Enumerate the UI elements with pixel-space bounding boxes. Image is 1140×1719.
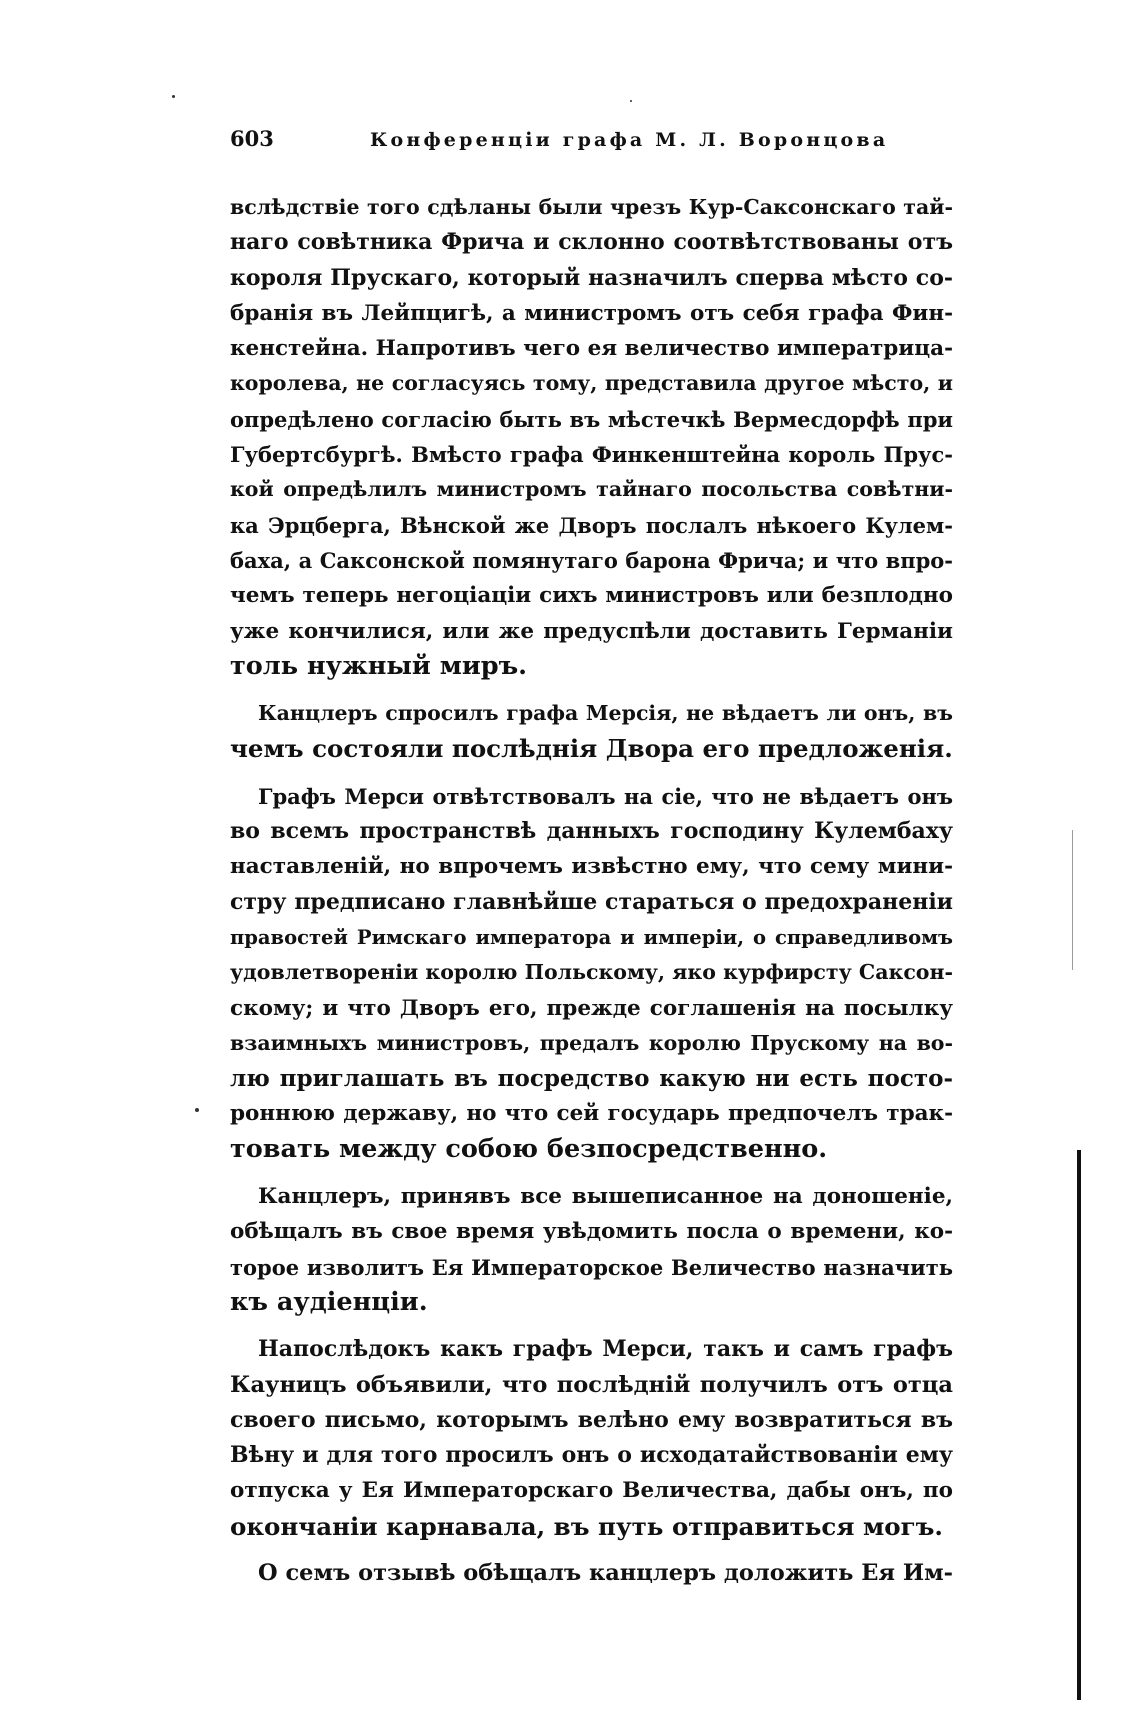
text-line: королева, не согласуясь тому, представила другое мѣсто, и bbox=[230, 371, 953, 396]
paragraph bbox=[230, 696, 953, 767]
text-line: торое изволитъ Ея Императорское Величество назначить bbox=[230, 1254, 953, 1280]
text-line: ка Эрцберга, Вѣнской же Дворъ послалъ нѣкоего Кулем- bbox=[230, 512, 953, 538]
text-line: Напослѣдокъ какъ графъ Мерси, такъ и самъ графъ bbox=[258, 1336, 953, 1363]
text-line: вслѣдствіе того сдѣланы были чрезъ Кур-Саксонскаго тай- bbox=[230, 195, 953, 219]
text-line: Канцлеръ спросилъ графа Мерсія, не вѣдаетъ ли онъ, въ bbox=[258, 701, 953, 726]
text-line: О семъ отзывѣ обѣщалъ канцлеръ доложить Ея Им- bbox=[258, 1559, 953, 1586]
text-line: во всемъ пространствѣ данныхъ господину Кулембаху bbox=[230, 818, 953, 845]
text-line: роннюю державу, но что сей государь предпочелъ трак- bbox=[230, 1101, 953, 1127]
text-line: правостей Римскаго императора и имперіи, о справедливомъ bbox=[230, 925, 953, 949]
text-line: наго совѣтника Фрича и склонно соотвѣтствованы отъ bbox=[230, 229, 953, 256]
paragraph bbox=[230, 779, 953, 1167]
scan-speck bbox=[630, 100, 632, 102]
text-line: кенстейна. Напротивъ чего ея величество императрица- bbox=[230, 336, 953, 362]
text-line: опредѣлено согласію быть въ мѣстечкѣ Вермесдорфѣ при bbox=[230, 406, 953, 432]
text-line: лю приглашать въ посредство какую ни есть посто- bbox=[230, 1065, 953, 1093]
text-line: отпуска у Ея Императорскаго Величества, дабы онъ, по bbox=[230, 1478, 953, 1504]
binding-edge-shadow bbox=[1077, 1150, 1081, 1700]
text-line: своего письмо, которымъ велѣно ему возвратиться въ bbox=[230, 1406, 953, 1433]
text-line: обѣщалъ въ свое время увѣдомить посла о времени, ко- bbox=[230, 1219, 953, 1245]
text-line: уже кончилися, или же предуспѣли доставить Германіи bbox=[230, 618, 953, 644]
paragraph bbox=[230, 1179, 953, 1320]
text-line: чемъ теперь негоціаціи сихъ министровъ или безплодно bbox=[230, 583, 953, 609]
paragraph bbox=[230, 1556, 953, 1591]
page-number: 603 bbox=[230, 126, 274, 151]
text-line: взаимныхъ министровъ, предалъ королю Прускому на во- bbox=[230, 1030, 953, 1055]
binding-edge-line bbox=[1072, 830, 1073, 970]
text-line: наставленій, но впрочемъ извѣстно ему, что сему мини- bbox=[230, 854, 953, 880]
text-line: къ аудіенціи. bbox=[230, 1286, 428, 1317]
body-text bbox=[230, 190, 953, 1603]
text-line: окончаніи карнавала, въ путь отправиться могъ. bbox=[230, 1511, 943, 1541]
text-line: Вѣну и для того просилъ онъ о исходатайствованіи ему bbox=[230, 1442, 953, 1469]
text-line: чемъ состояли послѣднія Двора его предложенія. bbox=[230, 734, 953, 764]
text-line: скому; и что Дворъ его, прежде соглашенія на посылку bbox=[230, 995, 953, 1021]
text-line: товать между собою безпосредственно. bbox=[230, 1133, 828, 1164]
text-line: удовлетвореніи королю Польскому, яко курфирсту Саксон- bbox=[230, 960, 953, 985]
running-head bbox=[230, 126, 930, 166]
text-line: короля Прускаго, который назначилъ сперва мѣсто со- bbox=[230, 264, 953, 291]
text-line: Кауницъ объявили, что послѣдній получилъ отъ отца bbox=[230, 1371, 953, 1398]
text-line: баха, а Саксонской помянутаго барона Фрича; и что впро- bbox=[230, 547, 953, 573]
text-line: бранія въ Лейпцигѣ, а министромъ отъ себя графа Фин- bbox=[230, 300, 953, 326]
paragraph bbox=[230, 1332, 953, 1544]
text-line: Канцлеръ, принявъ все вышеписанное на доношеніе, bbox=[258, 1184, 953, 1210]
scan-speck bbox=[172, 95, 175, 98]
text-line: стру предписано главнѣйше стараться о предохраненіи bbox=[230, 888, 953, 915]
text-line: кой опредѣлилъ министромъ тайнаго посольства совѣтни- bbox=[230, 477, 953, 502]
text-line: Графъ Мерси отвѣтствовалъ на сіе, что не вѣдаетъ онъ bbox=[258, 783, 953, 809]
text-line: толь нужный миръ. bbox=[230, 650, 528, 681]
paragraph bbox=[230, 190, 953, 684]
text-line: Губертсбургѣ. Вмѣсто графа Финкенштейна король Прус- bbox=[230, 442, 953, 468]
running-title: Конференціи графа М. Л. Воронцова bbox=[370, 129, 889, 151]
scan-speck bbox=[195, 1108, 199, 1112]
